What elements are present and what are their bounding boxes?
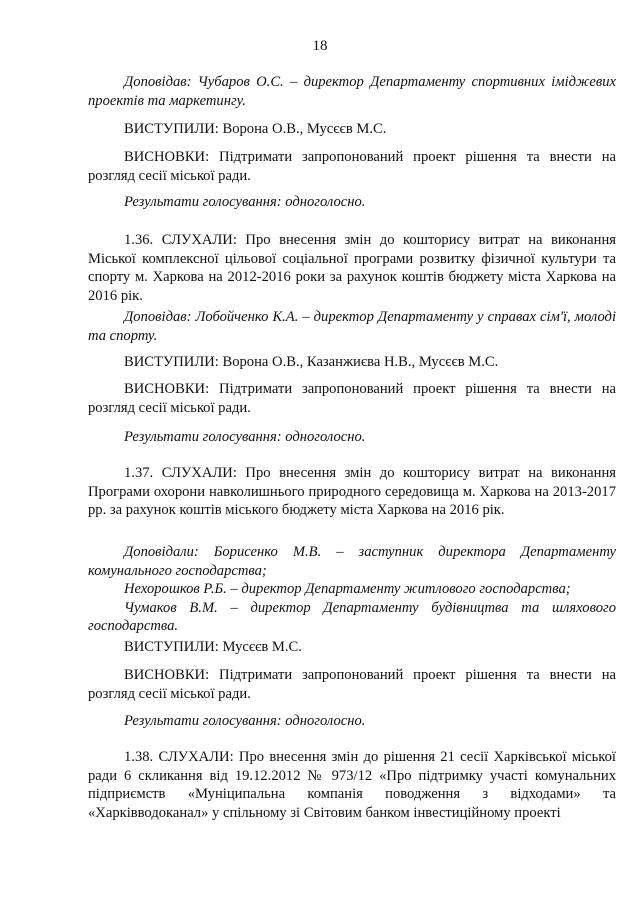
agenda-text: 1.37. СЛУХАЛИ: Про внесення змін до кошторису витрат на виконання Програми охорони навколишнього природного середовища м. Харкова на 2013-2017 рр. за рахунок коштів міського бюджету міста Харкова на 2016 рік. xyxy=(88,465,616,518)
conclusions-paragraph xyxy=(88,148,616,185)
agenda-item-1-38 xyxy=(88,748,616,822)
speakers-paragraph xyxy=(88,638,616,657)
conclusions-paragraph xyxy=(88,666,616,703)
conclusions-text: ВИСНОВКИ: Підтримати запропонований проект рішення та внести на розгляд сесії міської ради. xyxy=(88,667,616,702)
agenda-text: 1.38. СЛУХАЛИ: Про внесення змін до рішення 21 сесії Харківської міської ради 6 скликання від 19.12.2012 № 973/12 «Про підтримку участі комунальних підприємств «Муніципальна компанія поводження з відходами» та «Харківводоканал» у спільному зі Світовим банком інвестиційному проекті xyxy=(88,749,616,821)
speakers-paragraph xyxy=(88,353,616,372)
speaker-paragraph xyxy=(88,73,616,110)
voting-text: Результати голосування: одноголосно. xyxy=(124,194,366,210)
voting-text: Результати голосування: одноголосно. xyxy=(124,713,366,729)
conclusions-text: ВИСНОВКИ: Підтримати запропонований проект рішення та внести на розгляд сесії міської ради. xyxy=(88,381,616,416)
voting-result xyxy=(88,193,616,212)
speaker-text: Доповідав: Чубаров О.С. – директор Департаменту спортивних іміджевих проектів та маркетингу. xyxy=(88,74,616,109)
voting-result xyxy=(88,428,616,447)
speakers-list xyxy=(88,543,616,636)
conclusions-text: ВИСНОВКИ: Підтримати запропонований проект рішення та внести на розгляд сесії міської ради. xyxy=(88,149,616,184)
agenda-item-1-36 xyxy=(88,231,616,305)
speaker-text: Доповідали: Борисенко М.В. – заступник директора Департаменту комунального господарства; xyxy=(88,544,616,579)
speaker-text: Чумаков В.М. – директор Департаменту будівництва та шляхового господарства. xyxy=(88,599,616,634)
speaker-text: Нехорошков Р.Б. – директор Департаменту житлового господарства; xyxy=(124,581,571,597)
agenda-text: 1.36. СЛУХАЛИ: Про внесення змін до кошторису витрат на виконання Міської комплексної цільової соціальної програми розвитку фізичної культури та спорту м. Харкова на 2012-2016 роки за рахунок коштів бюджету міста Харкова на 2016 рік. xyxy=(88,232,616,304)
page-number: 18 xyxy=(312,38,328,54)
conclusions-paragraph xyxy=(88,380,616,417)
speaker-text: Доповідав: Лобойченко К.А. – директор Департаменту у справах сім'ї, молоді та спорту. xyxy=(88,309,616,344)
speaker-paragraph xyxy=(88,308,616,345)
speakers-text: ВИСТУПИЛИ: Ворона О.В., Казанжиєва Н.В., Мусєєв М.С. xyxy=(124,354,499,370)
voting-text: Результати голосування: одноголосно. xyxy=(124,429,366,445)
speakers-text: ВИСТУПИЛИ: Ворона О.В., Мусєєв М.С. xyxy=(124,121,387,137)
speakers-text: ВИСТУПИЛИ: Мусєєв М.С. xyxy=(124,639,302,655)
speakers-paragraph xyxy=(88,120,616,139)
agenda-item-1-37 xyxy=(88,464,616,520)
voting-result xyxy=(88,712,616,731)
